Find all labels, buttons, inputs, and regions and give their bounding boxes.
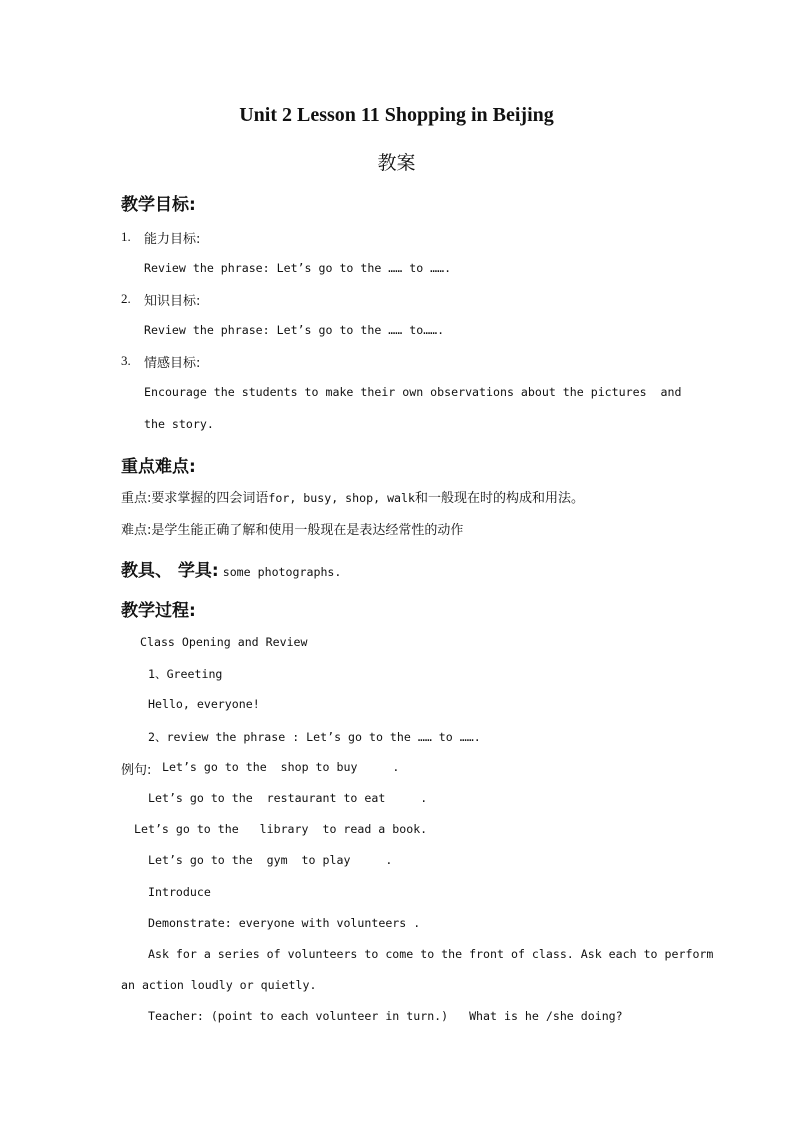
objective-1-number: 1. <box>121 229 131 244</box>
key-point-words: for, busy, shop, walk <box>268 491 415 505</box>
process-more-4: an action loudly or quietly. <box>121 978 317 992</box>
example-label: 例句: <box>121 763 152 778</box>
objective-3-text: Encourage the students to make their own observations about the pictures and <box>144 385 682 399</box>
objective-3-text-cont: the story. <box>144 417 214 431</box>
document-subtitle: 教案 <box>377 152 416 174</box>
objective-2-text: Review the phrase: Let’s go to the …… to……. <box>144 323 445 337</box>
tools-text: some photographs. <box>222 565 342 579</box>
process-line-4: 2、review the phrase : Let’s go to the …… to ……. <box>148 730 481 744</box>
key-point-label: 重点: <box>121 491 152 506</box>
example-3: Let’s go to the library to read a book. <box>134 822 428 836</box>
process-line-3: Hello, everyone! <box>148 697 260 711</box>
key-point-text-b: 和一般现在时的构成和用法。 <box>415 491 585 506</box>
objective-2-label: 知识目标: <box>144 294 201 309</box>
process-line-2: 1、Greeting <box>148 667 223 681</box>
tools-line <box>121 556 341 581</box>
tools-heading: 教具、 学具: <box>121 561 219 581</box>
key-point-line <box>121 487 584 507</box>
process-more-3: Ask for a series of volunteers to come to the front of class. Ask each to perform <box>148 947 714 961</box>
example-4: Let’s go to the gym to play . <box>148 853 393 867</box>
process-heading: 教学过程: <box>121 601 196 621</box>
objective-2-number: 2. <box>121 291 131 306</box>
objective-1-text: Review the phrase: Let’s go to the …… to ……. <box>144 261 452 275</box>
difficult-point-label: 难点: <box>121 523 152 538</box>
difficult-point-text: 是学生能正确了解和使用一般现在是表达经常性的动作 <box>151 523 464 538</box>
difficult-point-line <box>121 519 463 539</box>
document-title: Unit 2 Lesson 11 Shopping in Beijing <box>239 104 554 126</box>
objective-1-label: 能力目标: <box>144 232 201 247</box>
key-point-text-a: 要求掌握的四会词语 <box>151 491 269 506</box>
example-1: Let’s go to the shop to buy . <box>162 760 400 774</box>
key-points-heading: 重点难点: <box>121 457 196 477</box>
process-line-1: Class Opening and Review <box>140 635 308 649</box>
process-more-5: Teacher: (point to each volunteer in turn.) What is he /she doing? <box>148 1009 623 1023</box>
objectives-heading: 教学目标: <box>121 195 196 215</box>
objective-3-label: 情感目标: <box>144 356 201 371</box>
process-more-2: Demonstrate: everyone with volunteers . <box>148 916 421 930</box>
example-2: Let’s go to the restaurant to eat . <box>148 791 428 805</box>
objective-3-number: 3. <box>121 353 131 368</box>
process-more-1: Introduce <box>148 885 211 899</box>
